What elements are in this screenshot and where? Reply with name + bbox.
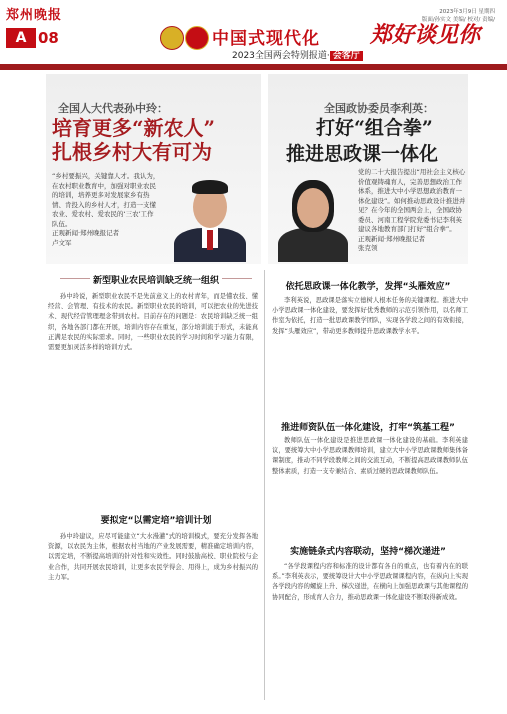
article-paragraph: 李利英说，思政课是落实立德树人根本任务的关键课程。推进大中小学思政课一体化建设，要发挥好优秀教师的示范引领作用，以名师工作室为依托，打造一批思政课教学团队，实现各学段之间的有效衔接，发挥“头雁效应”，带动更多教师提升思政课教学水平。: [272, 297, 468, 335]
article-body: [48, 292, 258, 500]
left-quote: [52, 172, 160, 248]
header-rule: [0, 64, 507, 70]
left-feature: [46, 74, 261, 264]
portrait-li-liying: [272, 168, 354, 262]
left-credit-1: 正观新闻·郑州晚报记者: [52, 229, 120, 237]
article-paragraph: “各学段课程内容和标准的设计都有各自的重点，也有着内在的联系。”李利英表示，要统筹设计大中小学思政课课程内容，在纵向上实现各学段内容的螺旋上升、梯次递进，在横向上加强思政课与其他课程的协同配合，形成育人合力，推动思政课一体化建设不断取得新成效。: [272, 563, 468, 601]
right-quote: [358, 168, 466, 254]
portrait-sun-zhongling: [164, 168, 256, 262]
page-code: A: [6, 28, 36, 48]
left-title-1: 培育更多“新农人”: [52, 116, 216, 140]
article-paragraph: 孙中玲说，新型职业农民不是先前意义上的农村青年，而是懂农技、懂经营、会管理、有技术的农民。新型职业农民的培训，可以把农业的先进技术、现代经营管理理念带到农村。目前存在的问题是：农民培训缺乏统一组织，各地各部门都在开展，培训内容存在重复，部分培训流于形式，未能真正满足农民的实际需求。同时，一些职业农民的学习时间和学习能力有限，需要更加灵活多样的培训方式。: [48, 293, 258, 352]
editor-credits: 版面/孙实文 美编/ 校对/ 责编/: [421, 17, 495, 23]
right-title-1: 打好“组合拳”: [316, 117, 433, 139]
party-emblem-icon: [185, 26, 209, 50]
left-title-2: 扎根乡村大有可为: [52, 140, 212, 164]
column-brand: 郑好谈见你: [370, 22, 481, 48]
special-report-line: [232, 48, 363, 61]
masthead: 郑州晚报: [6, 8, 63, 23]
left-kicker: 全国人大代表孙中玲：: [58, 102, 168, 115]
article-paragraph: 孙中玲建议，应尽可能建立“大水漫灌”式的培训模式，要充分发挥各地资源，以农民为主体，根据农村当地的产业发展需要，精准确定培训内容，以需定培，不断提高培训的针对性和实效性。同时鼓励高校、职业院校与企业合作，共同开展农民培训，让更多农民学得会、用得上，成为乡村振兴的主力军。: [48, 533, 258, 581]
article-body: [272, 296, 468, 408]
page-number: 08: [38, 29, 59, 47]
slogan: 中国式现代化: [212, 29, 320, 49]
column-divider: [264, 270, 265, 700]
subtitle-tag: 会客厅: [330, 51, 363, 61]
article-body: [272, 562, 468, 702]
left-credit-2: 卢文军: [52, 238, 72, 247]
right-credit-1: 正观新闻·郑州晚报记者: [358, 234, 426, 243]
left-quote-text: “乡村要振兴，关键靠人才。我认为，在农村职业教育中，加强对职业农民的培训，培养更多对发展家乡有热情、肯投入的乡村人才，打造一支懂农业、爱农村、爱农民的‘三农’工作队伍。: [52, 172, 160, 228]
right-quote-text: 党的二十大报告提出“用社会主义核心价值观铸魂育人，完善思想政治工作体系，推进大中小学思想政治教育一体化建设”。如何推动思政设计推进并见？在今年的全国两会上，全国政协委员、河南工程学院党委书记李利英建议各地教育部门打好“组合拳”。: [358, 168, 466, 233]
article-paragraph: 教师队伍一体化建设是推进思政课一体化建设的基础。李利英建议，要统筹大中小学思政课教师培训，建立大中小学思政课教师集体备课制度，推动不同学段教师之间的交流互动，不断提高思政课教师队伍整体素质，打造一支专兼结合、素质过硬的思政课教师队伍。: [272, 437, 468, 475]
subtitle-text: 2023全国两会特别报道·: [232, 51, 330, 61]
article-body: [48, 532, 258, 702]
date-text: 2023年3月9日 星期四: [439, 9, 495, 15]
article-body: [272, 436, 468, 530]
right-feature: [268, 74, 468, 264]
article-heading: 实施链条式内容联动，坚持“梯次递进”: [290, 547, 446, 557]
emblem-icon: [160, 26, 184, 50]
article-heading: 新型职业农民培训缺乏统一组织: [92, 276, 219, 286]
article-heading: 依托思政课一体化教学，发挥“头雁效应”: [285, 282, 451, 292]
right-credit-2: 张克领: [358, 244, 378, 252]
right-kicker: 全国政协委员李利英：: [324, 102, 434, 115]
article-heading: 要拟定“以需定培”培训计划: [100, 516, 212, 526]
right-title-2: 推进思政课一体化: [286, 143, 439, 165]
article-heading: 推进师资队伍一体化建设，打牢“筑基工程”: [281, 423, 455, 433]
